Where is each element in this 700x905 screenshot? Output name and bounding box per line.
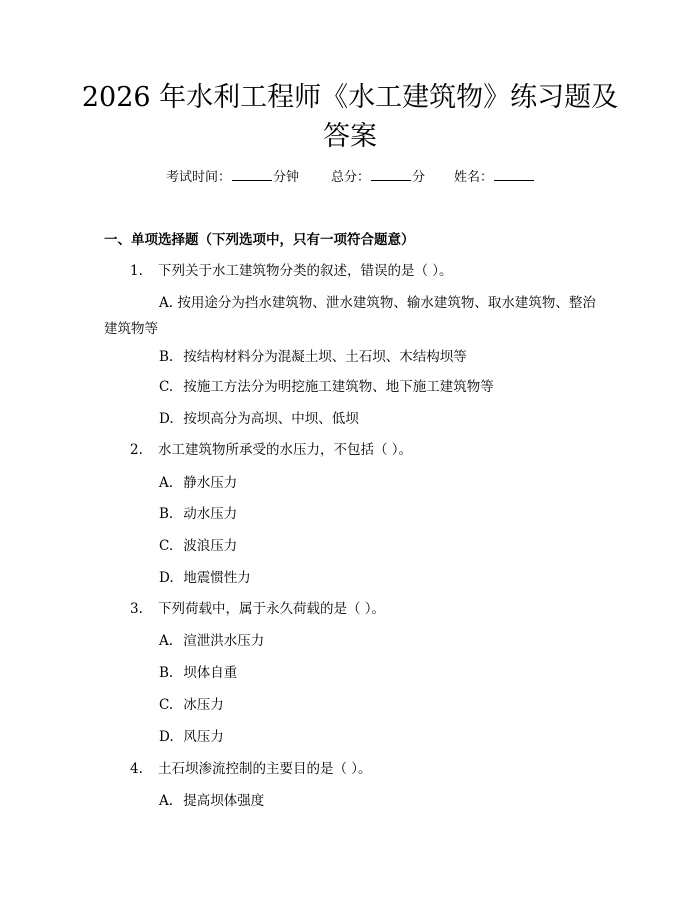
question-number: 3. bbox=[130, 601, 143, 617]
question-1-option-c bbox=[159, 377, 599, 397]
option-text: 按用途分为挡水建筑物、泄水建筑物、输水建筑物、取水建筑物、整治建筑物等 bbox=[104, 295, 596, 337]
question-1-option-b bbox=[159, 347, 599, 367]
question-2-option-d bbox=[159, 568, 599, 588]
document-title-line1: 2026 年水利工程师《水工建筑物》练习题及 bbox=[81, 82, 619, 113]
option-text: 按施工方法分为明挖施工建筑物、地下施工建筑物等 bbox=[183, 379, 494, 395]
option-letter: B. bbox=[159, 506, 174, 522]
question-2-option-b bbox=[159, 504, 599, 524]
question-2-option-a bbox=[159, 473, 599, 493]
option-letter: C. bbox=[159, 538, 174, 554]
question-3-option-c bbox=[159, 695, 599, 715]
total-score-blank bbox=[371, 168, 411, 181]
total-score-field bbox=[331, 168, 425, 188]
question-number: 1. bbox=[130, 263, 143, 279]
question-4 bbox=[130, 759, 600, 779]
total-score-label: 总分： bbox=[331, 170, 371, 185]
option-text: 波浪压力 bbox=[183, 538, 238, 554]
option-letter: D. bbox=[159, 411, 174, 427]
option-letter: C. bbox=[159, 697, 174, 713]
question-text: 下列关于水工建筑物分类的叙述，错误的是（ ）。 bbox=[158, 263, 453, 279]
question-1 bbox=[130, 261, 600, 281]
question-3-option-a bbox=[159, 631, 599, 651]
option-text: 风压力 bbox=[183, 729, 224, 745]
student-name-blank bbox=[494, 168, 534, 181]
exam-time-field bbox=[166, 168, 299, 188]
question-4-option-a bbox=[159, 791, 599, 811]
option-text: 提高坝体强度 bbox=[183, 793, 265, 809]
student-name-label: 姓名： bbox=[454, 170, 494, 185]
total-score-unit: 分 bbox=[412, 170, 426, 185]
document-title-line2: 答案 bbox=[323, 121, 377, 152]
option-text: 动水压力 bbox=[183, 506, 238, 522]
option-text: 坝体自重 bbox=[183, 665, 238, 681]
question-text: 水工建筑物所承受的水压力，不包括（ ）。 bbox=[158, 442, 413, 458]
option-letter: B. bbox=[159, 665, 174, 681]
option-text: 地震惯性力 bbox=[183, 570, 251, 586]
exam-time-label: 考试时间： bbox=[166, 170, 232, 185]
question-text: 土石坝渗流控制的主要目的是（ ）。 bbox=[158, 761, 372, 777]
question-2-option-c bbox=[159, 536, 599, 556]
option-text: 按坝高分为高坝、中坝、低坝 bbox=[183, 411, 359, 427]
question-3 bbox=[130, 599, 600, 619]
option-letter: A. bbox=[159, 475, 174, 491]
exam-time-blank bbox=[232, 168, 272, 181]
option-letter: A. bbox=[159, 295, 174, 311]
option-letter: A. bbox=[159, 633, 174, 649]
option-letter: C. bbox=[159, 379, 174, 395]
question-3-option-b bbox=[159, 663, 599, 683]
question-number: 4. bbox=[130, 761, 143, 777]
option-letter: D. bbox=[159, 729, 174, 745]
student-name-field bbox=[454, 168, 535, 188]
question-1-option-d bbox=[159, 409, 599, 429]
question-3-option-d bbox=[159, 727, 599, 747]
question-number: 2. bbox=[130, 442, 143, 458]
exam-time-unit: 分钟 bbox=[273, 170, 300, 185]
section-title: 一、单项选择题（下列选项中，只有一项符合题意） bbox=[104, 232, 415, 248]
question-2 bbox=[130, 440, 600, 460]
option-letter: A. bbox=[159, 793, 174, 809]
option-text: 静水压力 bbox=[183, 475, 238, 491]
question-text: 下列荷载中，属于永久荷载的是（ ）。 bbox=[158, 601, 386, 617]
option-text: 冰压力 bbox=[183, 697, 224, 713]
option-text: 按结构材料分为混凝土坝、土石坝、木结构坝等 bbox=[183, 349, 467, 365]
question-1-option-a bbox=[104, 290, 600, 342]
option-text: 渲泄洪水压力 bbox=[183, 633, 265, 649]
option-letter: D. bbox=[159, 570, 174, 586]
option-letter: B. bbox=[159, 349, 174, 365]
